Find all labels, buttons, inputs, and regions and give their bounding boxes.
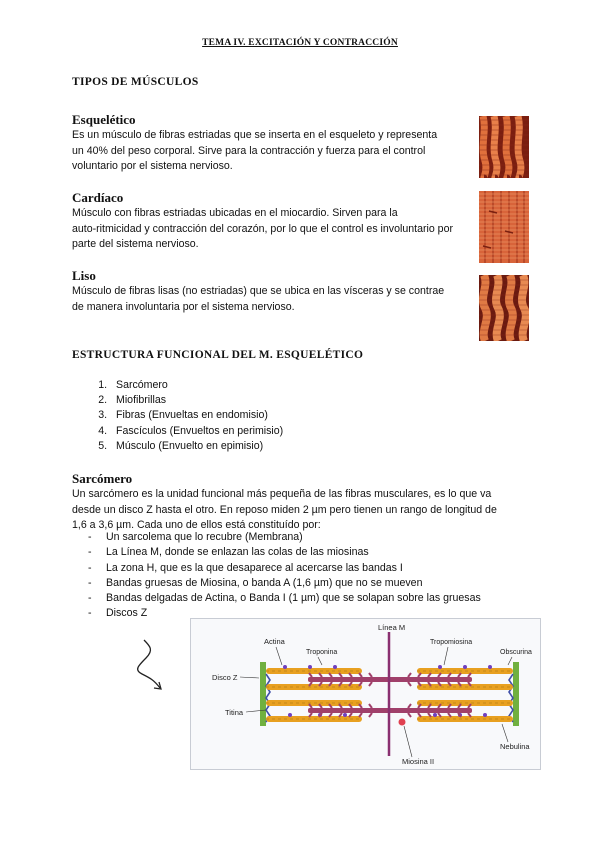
structure-list (90, 378, 283, 454)
sarcomere-diagram (190, 618, 541, 770)
paragraph-cardiaco: Músculo con fibras estriadas ubicadas en el miocardio. Sirven para la auto-ritmicidad y contracción del corazón, por lo que el control es involuntario por parte del sistema nervioso. (72, 207, 453, 251)
label-obscurina: Obscurina (500, 649, 532, 656)
document-title: TEMA IV. EXCITACIÓN Y CONTRACCIÓN (202, 38, 398, 48)
list-item: - La Línea M, donde se enlazan las colas de las miosinas (88, 545, 481, 560)
list-item: 2. Miofibrillas (110, 393, 283, 408)
skeletal-muscle-image (479, 116, 529, 178)
list-item: 1. Sarcómero (110, 378, 283, 393)
smooth-muscle-image (479, 275, 529, 341)
label-disco-z: Disco Z (212, 673, 238, 682)
paragraph-liso: Músculo de fibras lisas (no estriadas) que se ubica en las vísceras y se contrae de manera involuntaria por el sistema nervioso. (72, 285, 445, 313)
z-disc-left (260, 662, 266, 726)
list-item: - Bandas delgadas de Actina, o Banda I (1 µm) que se solapan sobre las gruesas (88, 591, 481, 606)
label-nebulina: Nebulina (500, 742, 530, 751)
list-item: - Discos Z (88, 606, 481, 621)
list-item: - Bandas gruesas de Miosina, o banda A (1,6 µm) que no se mueven (88, 576, 481, 591)
cardiac-muscle-image (479, 191, 529, 263)
label-tropomiosina: Tropomiosina (430, 639, 473, 646)
label-miosina: Miosina II (402, 757, 435, 766)
sarcomere-components-list (88, 530, 481, 622)
list-item: - La zona H, que es la que desaparece al acercarse las bandas I (88, 561, 481, 576)
list-item: - Un sarcolema que lo recubre (Membrana) (88, 530, 481, 545)
label-troponina: Troponina (306, 649, 338, 656)
subheading-cardiaco: Cardíaco (72, 190, 124, 205)
subheading-liso: Liso (72, 268, 96, 283)
label-linea-m: Línea M (378, 623, 406, 632)
arrow-icon (130, 638, 175, 693)
paragraph-esqueletico: Es un músculo de fibras estriadas que se inserta en el esqueleto y representa un 40% del peso corporal. Sirve para la contracción y fuerza para el control voluntario por el sistema nervioso. (72, 129, 438, 173)
section-title-tipos: TIPOS DE MÚSCULOS (72, 76, 199, 88)
z-disc-right (513, 662, 519, 726)
list-item: 3. Fibras (Envueltas en endomisio) (110, 408, 283, 423)
subheading-sarcomero: Sarcómero (72, 471, 133, 486)
subheading-esqueletico: Esquelético (72, 112, 136, 127)
myosin-marker (399, 719, 406, 726)
list-item: 5. Músculo (Envuelto en epimisio) (110, 439, 283, 454)
label-actina: Actina (264, 637, 285, 646)
section-title-estructura: ESTRUCTURA FUNCIONAL DEL M. ESQUELÉTICO (72, 349, 364, 361)
list-item: 4. Fascículos (Envueltos en perimisio) (110, 424, 283, 439)
label-titina: Titina (225, 708, 244, 717)
paragraph-sarcomero: Un sarcómero es la unidad funcional más pequeña de las fibras musculares, es lo que va desde un disco Z hasta el otro. En reposo miden 2 µm pero tienen un rango de longitud de 1,6 a 3,6 µm. Cada uno de ellos está constituído por: (72, 488, 497, 532)
